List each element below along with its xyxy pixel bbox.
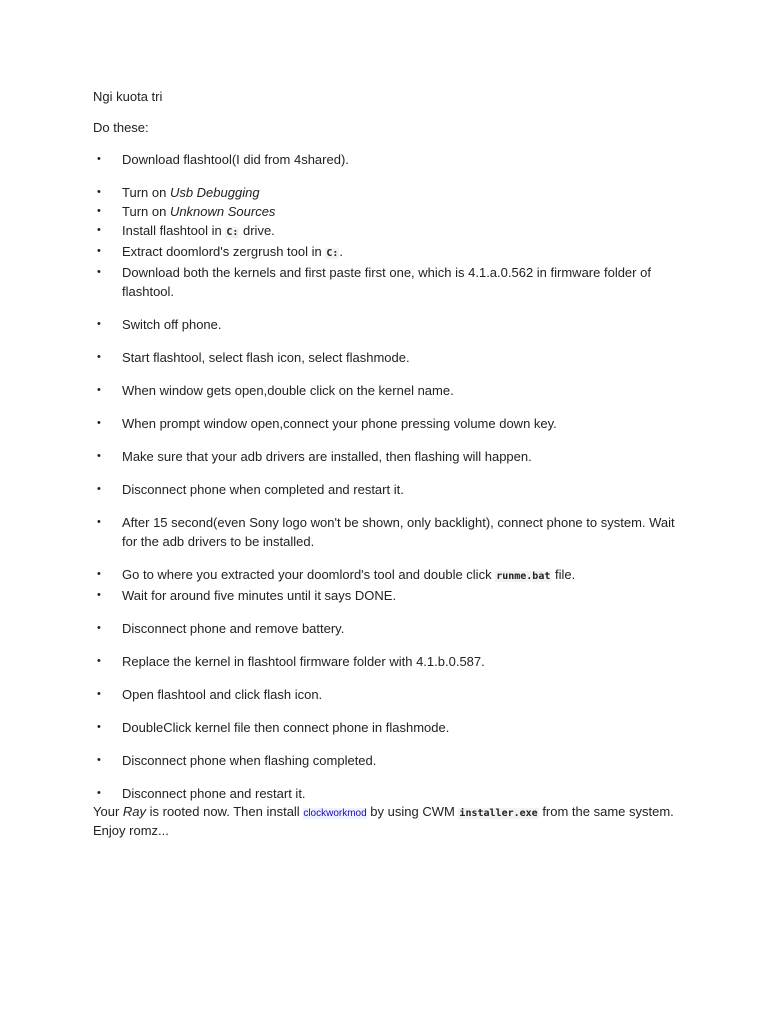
bullet-icon: • <box>97 186 101 198</box>
closing-paragraph <box>93 803 678 839</box>
step-item <box>93 751 678 770</box>
step-text: When prompt window open,connect your phone pressing volume down key. <box>122 416 557 431</box>
document-body <box>93 88 678 839</box>
step-item <box>93 183 678 202</box>
bullet-icon: • <box>97 622 101 634</box>
step-item <box>93 685 678 704</box>
closing-part4: from the same system. Enjoy romz... <box>93 804 674 838</box>
bullet-icon: • <box>97 688 101 700</box>
bullet-icon: • <box>97 224 101 236</box>
step-text: . <box>339 244 344 259</box>
bullet-icon: • <box>97 266 101 278</box>
step-item <box>93 263 678 301</box>
step-text: Disconnect phone and restart it. <box>122 786 306 801</box>
step-text: Disconnect phone when flashing completed. <box>122 753 377 768</box>
step-item <box>93 480 678 499</box>
closing-part1: Your <box>93 804 123 819</box>
step-text: Turn on <box>122 204 170 219</box>
bullet-icon: • <box>97 655 101 667</box>
step-text: Open flashtool and click flash icon. <box>122 687 323 702</box>
bullet-icon: • <box>97 153 101 165</box>
bullet-icon: • <box>97 754 101 766</box>
step-emphasis: Usb Debugging <box>169 185 260 200</box>
step-item <box>93 381 678 400</box>
step-item <box>93 784 678 803</box>
closing-part3: by using CWM <box>366 804 459 819</box>
step-text: When window gets open,double click on the kernel name. <box>122 383 454 398</box>
step-code: C: <box>326 248 339 259</box>
bullet-icon: • <box>97 450 101 462</box>
step-text: Download both the kernels and first paste first one, which is 4.1.a.0.562 in firmware folder of flashtool. <box>122 265 651 299</box>
step-code: C: <box>226 227 239 238</box>
step-item <box>93 619 678 638</box>
bullet-icon: • <box>97 384 101 396</box>
step-text: Install flashtool in <box>122 223 226 238</box>
bullet-icon: • <box>97 568 101 580</box>
step-item <box>93 150 678 169</box>
step-item <box>93 315 678 334</box>
step-text: Disconnect phone when completed and restart it. <box>122 482 404 497</box>
step-item <box>93 414 678 433</box>
clockworkmod-link[interactable]: clockworkmod <box>303 808 367 819</box>
bullet-icon: • <box>97 245 101 257</box>
step-item <box>93 447 678 466</box>
step-code: runme.bat <box>496 571 551 582</box>
step-text: Turn on <box>122 185 170 200</box>
bullet-icon: • <box>97 516 101 528</box>
step-text: Start flashtool, select flash icon, select flashmode. <box>122 350 410 365</box>
step-item <box>93 513 678 551</box>
step-text: Download flashtool(I did from 4shared). <box>122 152 349 167</box>
closing-device-name: Ray <box>122 804 147 819</box>
bullet-icon: • <box>97 205 101 217</box>
step-item <box>93 565 678 586</box>
step-text: Disconnect phone and remove battery. <box>122 621 345 636</box>
step-text: Replace the kernel in flashtool firmware folder with 4.1.b.0.587. <box>122 654 485 669</box>
step-text: DoubleClick kernel file then connect phone in flashmode. <box>122 720 450 735</box>
closing-part2: is rooted now. Then install <box>146 804 304 819</box>
step-item <box>93 242 678 263</box>
step-text: Make sure that your adb drivers are installed, then flashing will happen. <box>122 449 532 464</box>
intro-text: Ngi kuota tri <box>93 89 163 104</box>
step-text: drive. <box>239 223 275 238</box>
bullet-icon: • <box>97 318 101 330</box>
bullet-icon: • <box>97 787 101 799</box>
step-emphasis: Unknown Sources <box>169 204 276 219</box>
step-text: After 15 second(even Sony logo won't be shown, only backlight), connect phone to system. Wait for the adb drivers to be installed. <box>122 515 675 549</box>
step-text: Extract doomlord's zergrush tool in <box>122 244 326 259</box>
bullet-icon: • <box>97 721 101 733</box>
step-item <box>93 221 678 242</box>
step-item <box>93 718 678 737</box>
step-text: file. <box>551 567 576 582</box>
step-item <box>93 586 678 605</box>
step-item <box>93 652 678 671</box>
bullet-icon: • <box>97 589 101 601</box>
step-text: Switch off phone. <box>122 317 222 332</box>
step-item <box>93 348 678 367</box>
bullet-icon: • <box>97 483 101 495</box>
step-text: Wait for around five minutes until it says DONE. <box>122 588 397 603</box>
step-item <box>93 202 678 221</box>
installer-code: installer.exe <box>459 808 538 819</box>
bullet-icon: • <box>97 417 101 429</box>
step-text: Go to where you extracted your doomlord's tool and double click <box>122 567 496 582</box>
lead-text: Do these: <box>93 120 149 135</box>
steps-list <box>93 150 678 803</box>
bullet-icon: • <box>97 351 101 363</box>
